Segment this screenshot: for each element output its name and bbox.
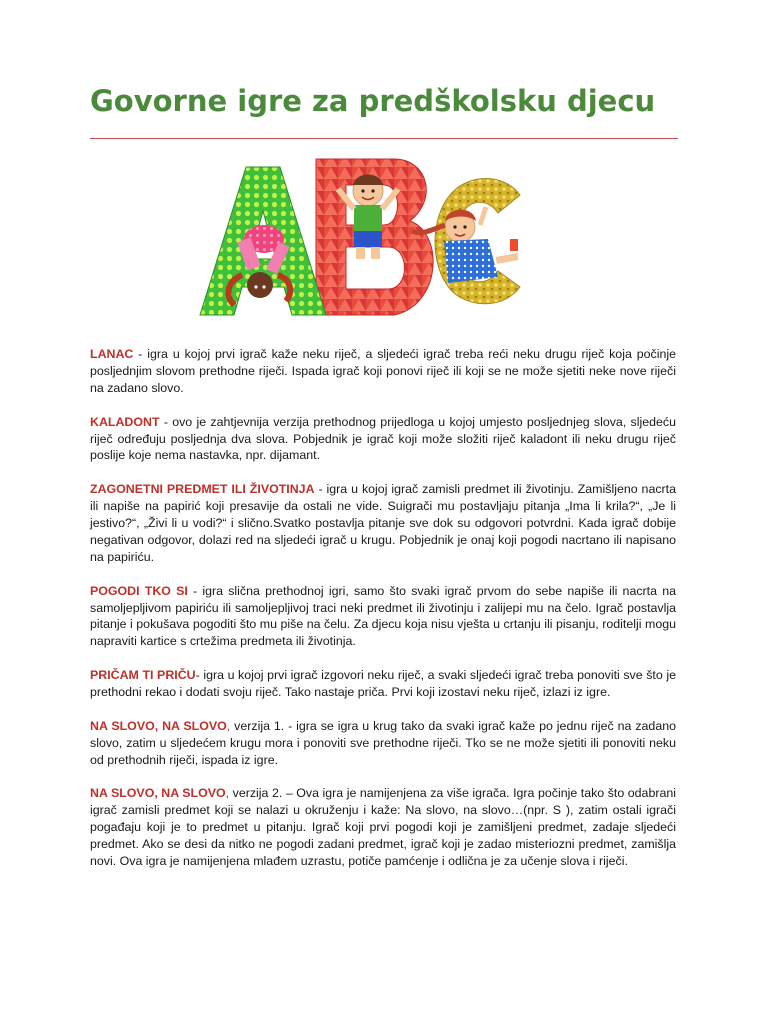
game-term-suffix: , <box>225 786 230 801</box>
game-item-zagonetni-predmet <box>90 481 676 566</box>
title-divider <box>90 138 678 139</box>
game-description: - igra u kojoj igrač zamisli predmet ili životinju. Zamišljeno nacrta ili napiše na papirić koji presavije da ostali ne vide. Suigrači mu postavljaju pitanja „Ima li krila?“, „Je li jestivo?“, „Živi li u vodi?“ i slično.Svatko postavlja pitanje sve dok su odgovori potvrdni. Kada igrač dobije negativan odgovor, dolazi red na sljedeći igrač u krugu. Pobjednik je onaj koji pogodi nacrtano ili napisano na papiriću. <box>90 482 676 564</box>
game-term: PRIČAM TI PRIČU <box>90 668 196 683</box>
game-item-lanac <box>90 346 676 397</box>
game-term: ZAGONETNI PREDMET ILI ŽIVOTINJA <box>90 482 315 497</box>
game-item-pricam-ti-pricu <box>90 667 676 701</box>
game-description: - igra slična prethodnoj igri, samo što svaki igrač prvom do sebe napiše ili nacrta na samoljepljivom papiriću ili samoljepljivoj traci neki predmet ili životinju i zalijepi mu na čelo. Igrač postavlja pitanje i pokušava pogoditi što mu piše na čelu. Za djecu koja nisu vješta u crtanju ili pisanju, roditelji mogu napraviti kartice s crtežima predmeta ili životinja. <box>90 583 676 649</box>
game-term: NA SLOVO, NA SLOVO <box>90 718 227 733</box>
game-item-kaladont <box>90 414 676 465</box>
game-description: - igra u kojoj prvi igrač izgovori neku riječ, a svaki sljedeći igrač treba ponoviti sve što je prethodni rekao i dodati svoju riječ. Tako nastaje priča. Prvi koji izostavi neku riječ, izlazi iz igre. <box>90 668 676 700</box>
abc-children-illustration-icon <box>198 155 524 323</box>
game-description: verzija 1. - igra se igra u krug tako da svaki igrač kaže po jednu riječ na zadano slovo, zatim u sljedećem krugu mora i ponoviti sve prethodne riječi. Tko se ne može sjetiti ili ponoviti neku od prethodnih riječi, ispada iz igre. <box>90 718 676 767</box>
game-term: LANAC <box>90 347 134 361</box>
abc-illustration-svg <box>198 155 524 323</box>
game-description: - ovo je zahtjevnija verzija prethodnog prijedloga u kojoj umjesto posljednjeg slova, sljedeću riječ određuju posljednja dva slova. Pobjednik je igrač koji može složiti riječ kaladont ili neku drugu riječ poslije koje nema nastavka, npr. dijamant. <box>90 414 676 463</box>
page-title: Govorne igre za predškolsku djecu <box>90 84 656 118</box>
game-item-pogodi-tko-si <box>90 583 676 651</box>
games-list <box>90 346 676 887</box>
game-item-na-slovo-v1 <box>90 718 676 769</box>
game-term: NA SLOVO, NA SLOVO <box>90 786 226 801</box>
game-term-suffix: , <box>226 718 231 733</box>
game-term: POGODI TKO SI <box>90 583 188 598</box>
game-description: verzija 2. – Ova igra je namijenjena za više igrača. Igra počinje tako što odabrani igrač zamisli predmet koji se nalazi u okruženju i kaže: Na slovo, na slovo…(npr. S ), zatim ostali igrači pogađaju koji je to predmet u pitanju. Igrač koji prvi pogodi koji je zamišljeni predmet, zadaje sljedeći predmet. Ako se desi da nitko ne pogodi zadani predmet, igrač koji je zadao misteriozni predmet, zamišlja novi. Ova igra je namijenjena mlađem uzrastu, potiče pamćenje i odlična je za učenje slova i riječi. <box>90 786 677 869</box>
game-description: - igra u kojoj prvi igrač kaže neku riječ, a sljedeći igrač treba reći neku drugu riječ koja počinje posljednjim slovom prethodne riječi. Ispada igrač koji ponovi riječ ili koji se ne može sjetiti neke nove riječi na zadano slovo. <box>90 347 676 395</box>
game-term: KALADONT <box>90 414 160 429</box>
game-item-na-slovo-v2 <box>90 785 676 870</box>
